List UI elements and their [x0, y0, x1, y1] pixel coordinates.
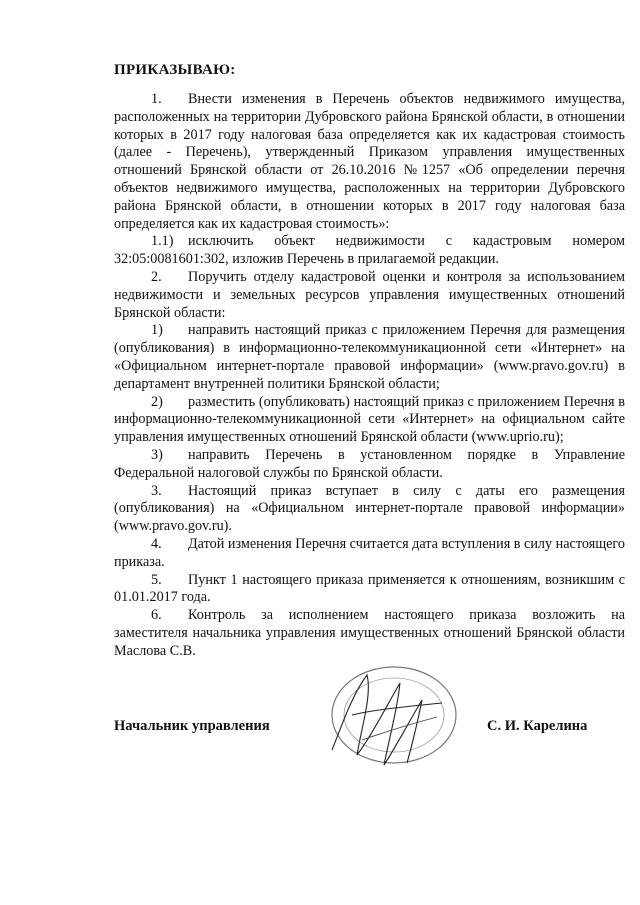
item-number: 4. [151, 535, 162, 552]
list-item [114, 269, 625, 322]
item-text: Датой изменения Перечня считается дата вступления в силу настоящего приказа. [114, 535, 625, 570]
item-text: исключить объект недвижимости с кадастровым номером 32:05:0081601:302, изложив Перечень в прилагаемой редакции. [114, 233, 625, 268]
list-item [114, 483, 625, 536]
item-number: 1. [151, 91, 162, 107]
order-body [114, 91, 625, 661]
list-item [114, 536, 625, 572]
list-item [114, 572, 625, 608]
item-text: Поручить отделу кадастровой оценки и контроля за использованием недвижимости и земельных ресурсов управления имущественных отношений Брянской области: [114, 268, 625, 321]
item-number: 1) [151, 322, 163, 339]
item-text: направить Перечень в установленном порядке в Управление Федеральной налоговой службы по Брянской области. [114, 446, 625, 481]
item-text: Пункт 1 настоящего приказа применяется к отношениям, возникшим с 01.01.2017 года. [114, 571, 625, 606]
signatory-name: С. И. Карелина [487, 718, 588, 734]
item-text: Внести изменения в Перечень объектов недвижимого имущества, расположенных на территории Дубровского района Брянской области, в отношении которых в 2017 году налоговая база определяется как их кадастровая стоимость (далее - Перечень), утвержденный Приказом управления имущественных отношений Брянской области от 26.10.2016 №1257 «Об определении перечня объектов недвижимого имущества, расположенных на территории Дубровского района Брянской области, в отношении которых в 2017 году налоговая база определяется как их кадастровая стоимость»: [114, 91, 625, 232]
list-item [114, 322, 625, 393]
item-text: Настоящий приказ вступает в силу с даты его размещения (опубликования) на «Официальном интернет-портале правовой информации» (www.pravo.gov.ru). [114, 482, 625, 535]
item-number: 6. [151, 607, 162, 624]
list-item [114, 394, 625, 447]
item-number: 2. [151, 268, 162, 285]
list-item [114, 91, 625, 233]
item-number: 3. [151, 482, 162, 499]
order-heading: ПРИКАЗЫВАЮ: [114, 62, 236, 78]
item-number: 3) [151, 446, 163, 463]
item-number: 1.1) [151, 233, 174, 250]
item-text: разместить (опубликовать) настоящий приказ с приложением Перечня в информационно-телекоммуникационной сети «Интернет» на официальном сайте управления имущественных отношений Брянской области (www.uprio.ru); [114, 393, 625, 446]
item-text: направить настоящий приказ с приложением Перечня для размещения (опубликования) в информационно-телекоммуникационной сети «Интернет» на «Официальном интернет-портале правовой информации» (www.pravo.gov.ru) в департамент внутренней политики Брянской области; [114, 322, 625, 392]
signature-stamp-icon [312, 655, 472, 785]
item-number: 5. [151, 571, 162, 588]
signatory-title: Начальник управления [114, 718, 270, 734]
item-text: Контроль за исполнением настоящего приказа возложить на заместителя начальника управления имущественных отношений Брянской области Маслова С.В. [114, 607, 625, 659]
list-item [114, 607, 625, 660]
item-number: 2) [151, 393, 163, 410]
list-item [114, 447, 625, 483]
list-item [114, 233, 625, 269]
